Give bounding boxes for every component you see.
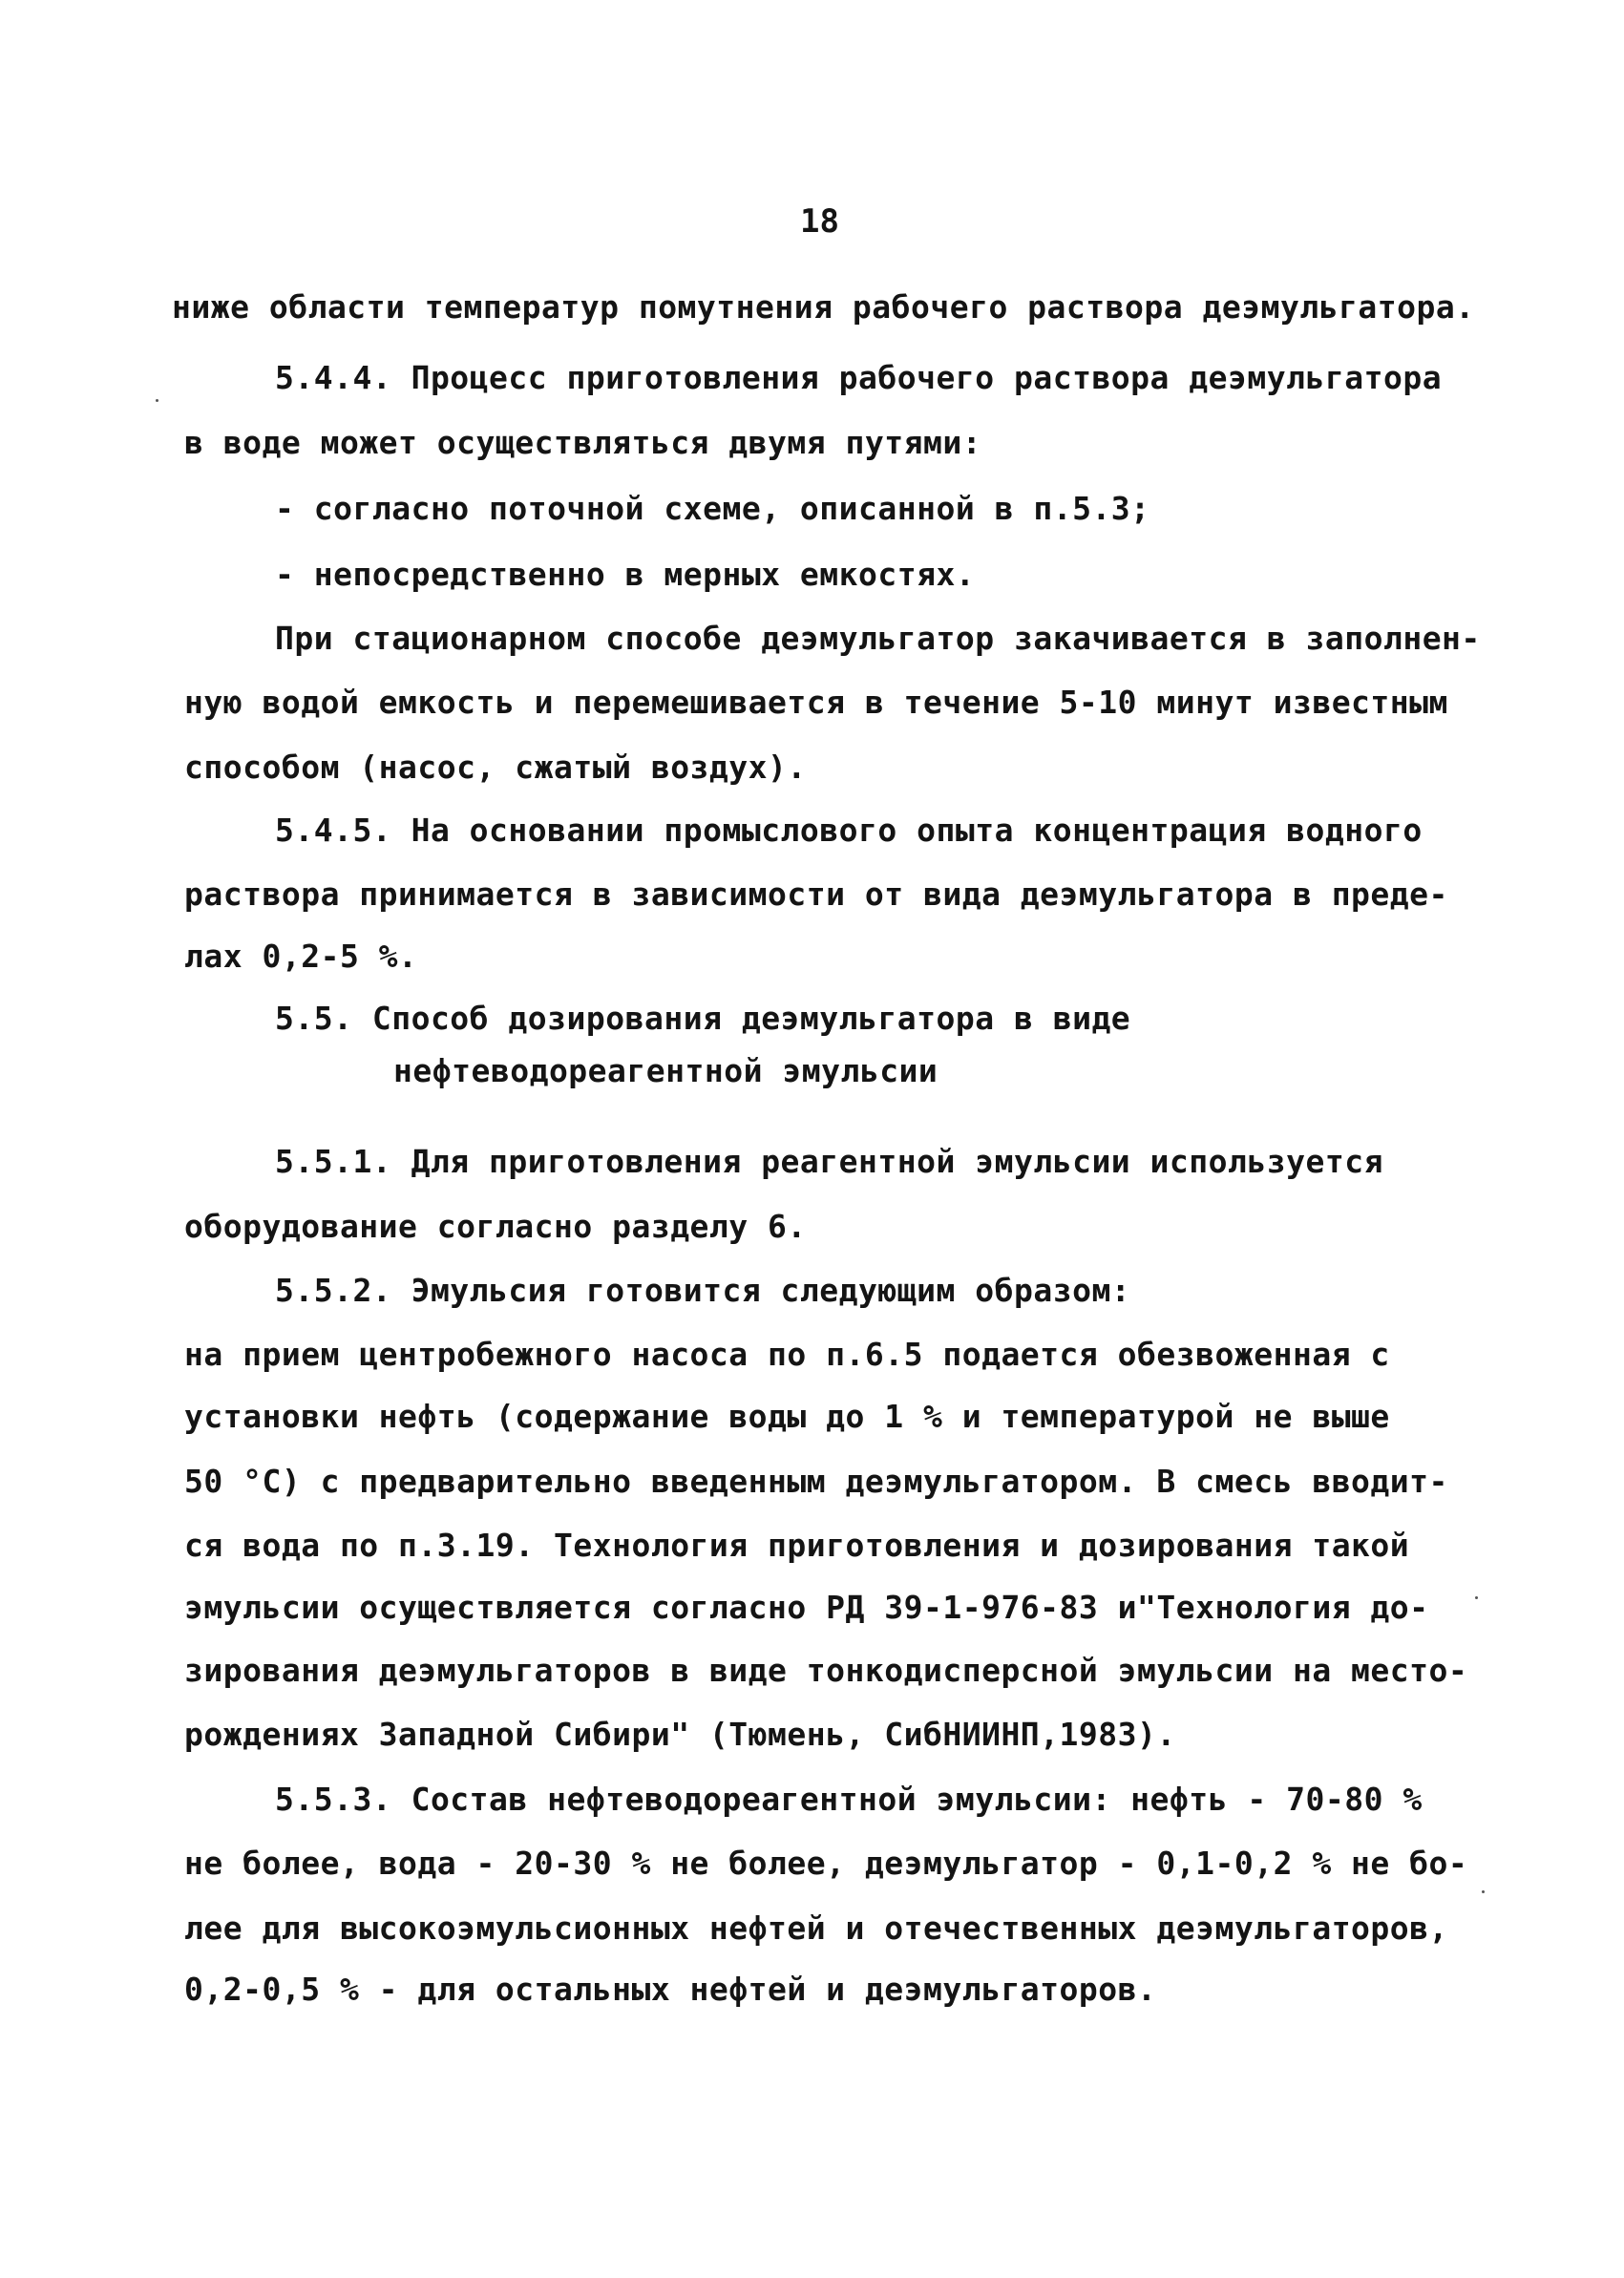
text-line: При стационарном способе деэмульгатор закачивается в заполнен- bbox=[275, 620, 1481, 657]
section-heading: нефтеводореагентной эмульсии bbox=[393, 1052, 939, 1089]
text-line: оборудование согласно разделу 6. bbox=[184, 1208, 807, 1245]
text-line: способом (насос, сжатый воздух). bbox=[184, 749, 807, 786]
text-line: раствора принимается в зависимости от вида деэмульгатора в преде- bbox=[184, 875, 1448, 913]
text-line: в воде может осуществляться двумя путями: bbox=[184, 424, 982, 461]
text-line: лее для высокоэмульсионных нефтей и отечественных деэмульгаторов, bbox=[184, 1909, 1448, 1947]
scan-speck bbox=[1482, 1890, 1485, 1893]
text-line: 5.5.1. Для приготовления реагентной эмульсии используется bbox=[275, 1143, 1383, 1180]
text-line: на прием центробежного насоса по п.6.5 подается обезвоженная с bbox=[184, 1336, 1390, 1373]
text-line: ниже области температур помутнения рабочего раствора деэмульгатора. bbox=[172, 288, 1475, 326]
text-line: - непосредственно в мерных емкостях. bbox=[275, 556, 976, 593]
text-line: 50 °С) с предварительно введенным деэмульгатором. В смесь вводит- bbox=[184, 1463, 1448, 1500]
text-line: - согласно поточной схеме, описанной в п.5.3; bbox=[275, 490, 1150, 527]
section-heading: 5.5. Способ дозирования деэмульгатора в виде bbox=[275, 1000, 1131, 1037]
text-line: рождениях Западной Сибири" (Тюмень, СибНИИНП,1983). bbox=[184, 1716, 1176, 1753]
text-line: 5.5.3. Состав нефтеводореагентной эмульсии: нефть - 70-80 % bbox=[275, 1781, 1423, 1818]
text-line: 5.4.5. На основании промыслового опыта концентрация водного bbox=[275, 812, 1423, 849]
text-line: 5.5.2. Эмульсия готовится следующим образом: bbox=[275, 1272, 1131, 1309]
text-line: лах 0,2-5 %. bbox=[184, 938, 418, 975]
scan-speck bbox=[1475, 1596, 1478, 1599]
page-number: 18 bbox=[800, 202, 839, 241]
scan-speck bbox=[156, 399, 158, 402]
text-line: эмульсии осуществляется согласно РД 39-1-976-83 и"Технология до- bbox=[184, 1589, 1429, 1626]
text-line: ную водой емкость и перемешивается в течение 5-10 минут известным bbox=[184, 684, 1448, 721]
text-line: зирования деэмульгаторов в виде тонкодисперсной эмульсии на место- bbox=[184, 1652, 1468, 1689]
text-line: ся вода по п.3.19. Технология приготовления и дозирования такой bbox=[184, 1527, 1410, 1564]
text-line: 5.4.4. Процесс приготовления рабочего раствора деэмульгатора bbox=[275, 359, 1443, 396]
text-line: не более, вода - 20-30 % не более, деэмульгатор - 0,1-0,2 % не бо- bbox=[184, 1845, 1468, 1882]
text-line: установки нефть (содержание воды до 1 % и температурой не выше bbox=[184, 1398, 1390, 1435]
text-line: 0,2-0,5 % - для остальных нефтей и деэмульгаторов. bbox=[184, 1971, 1157, 2008]
